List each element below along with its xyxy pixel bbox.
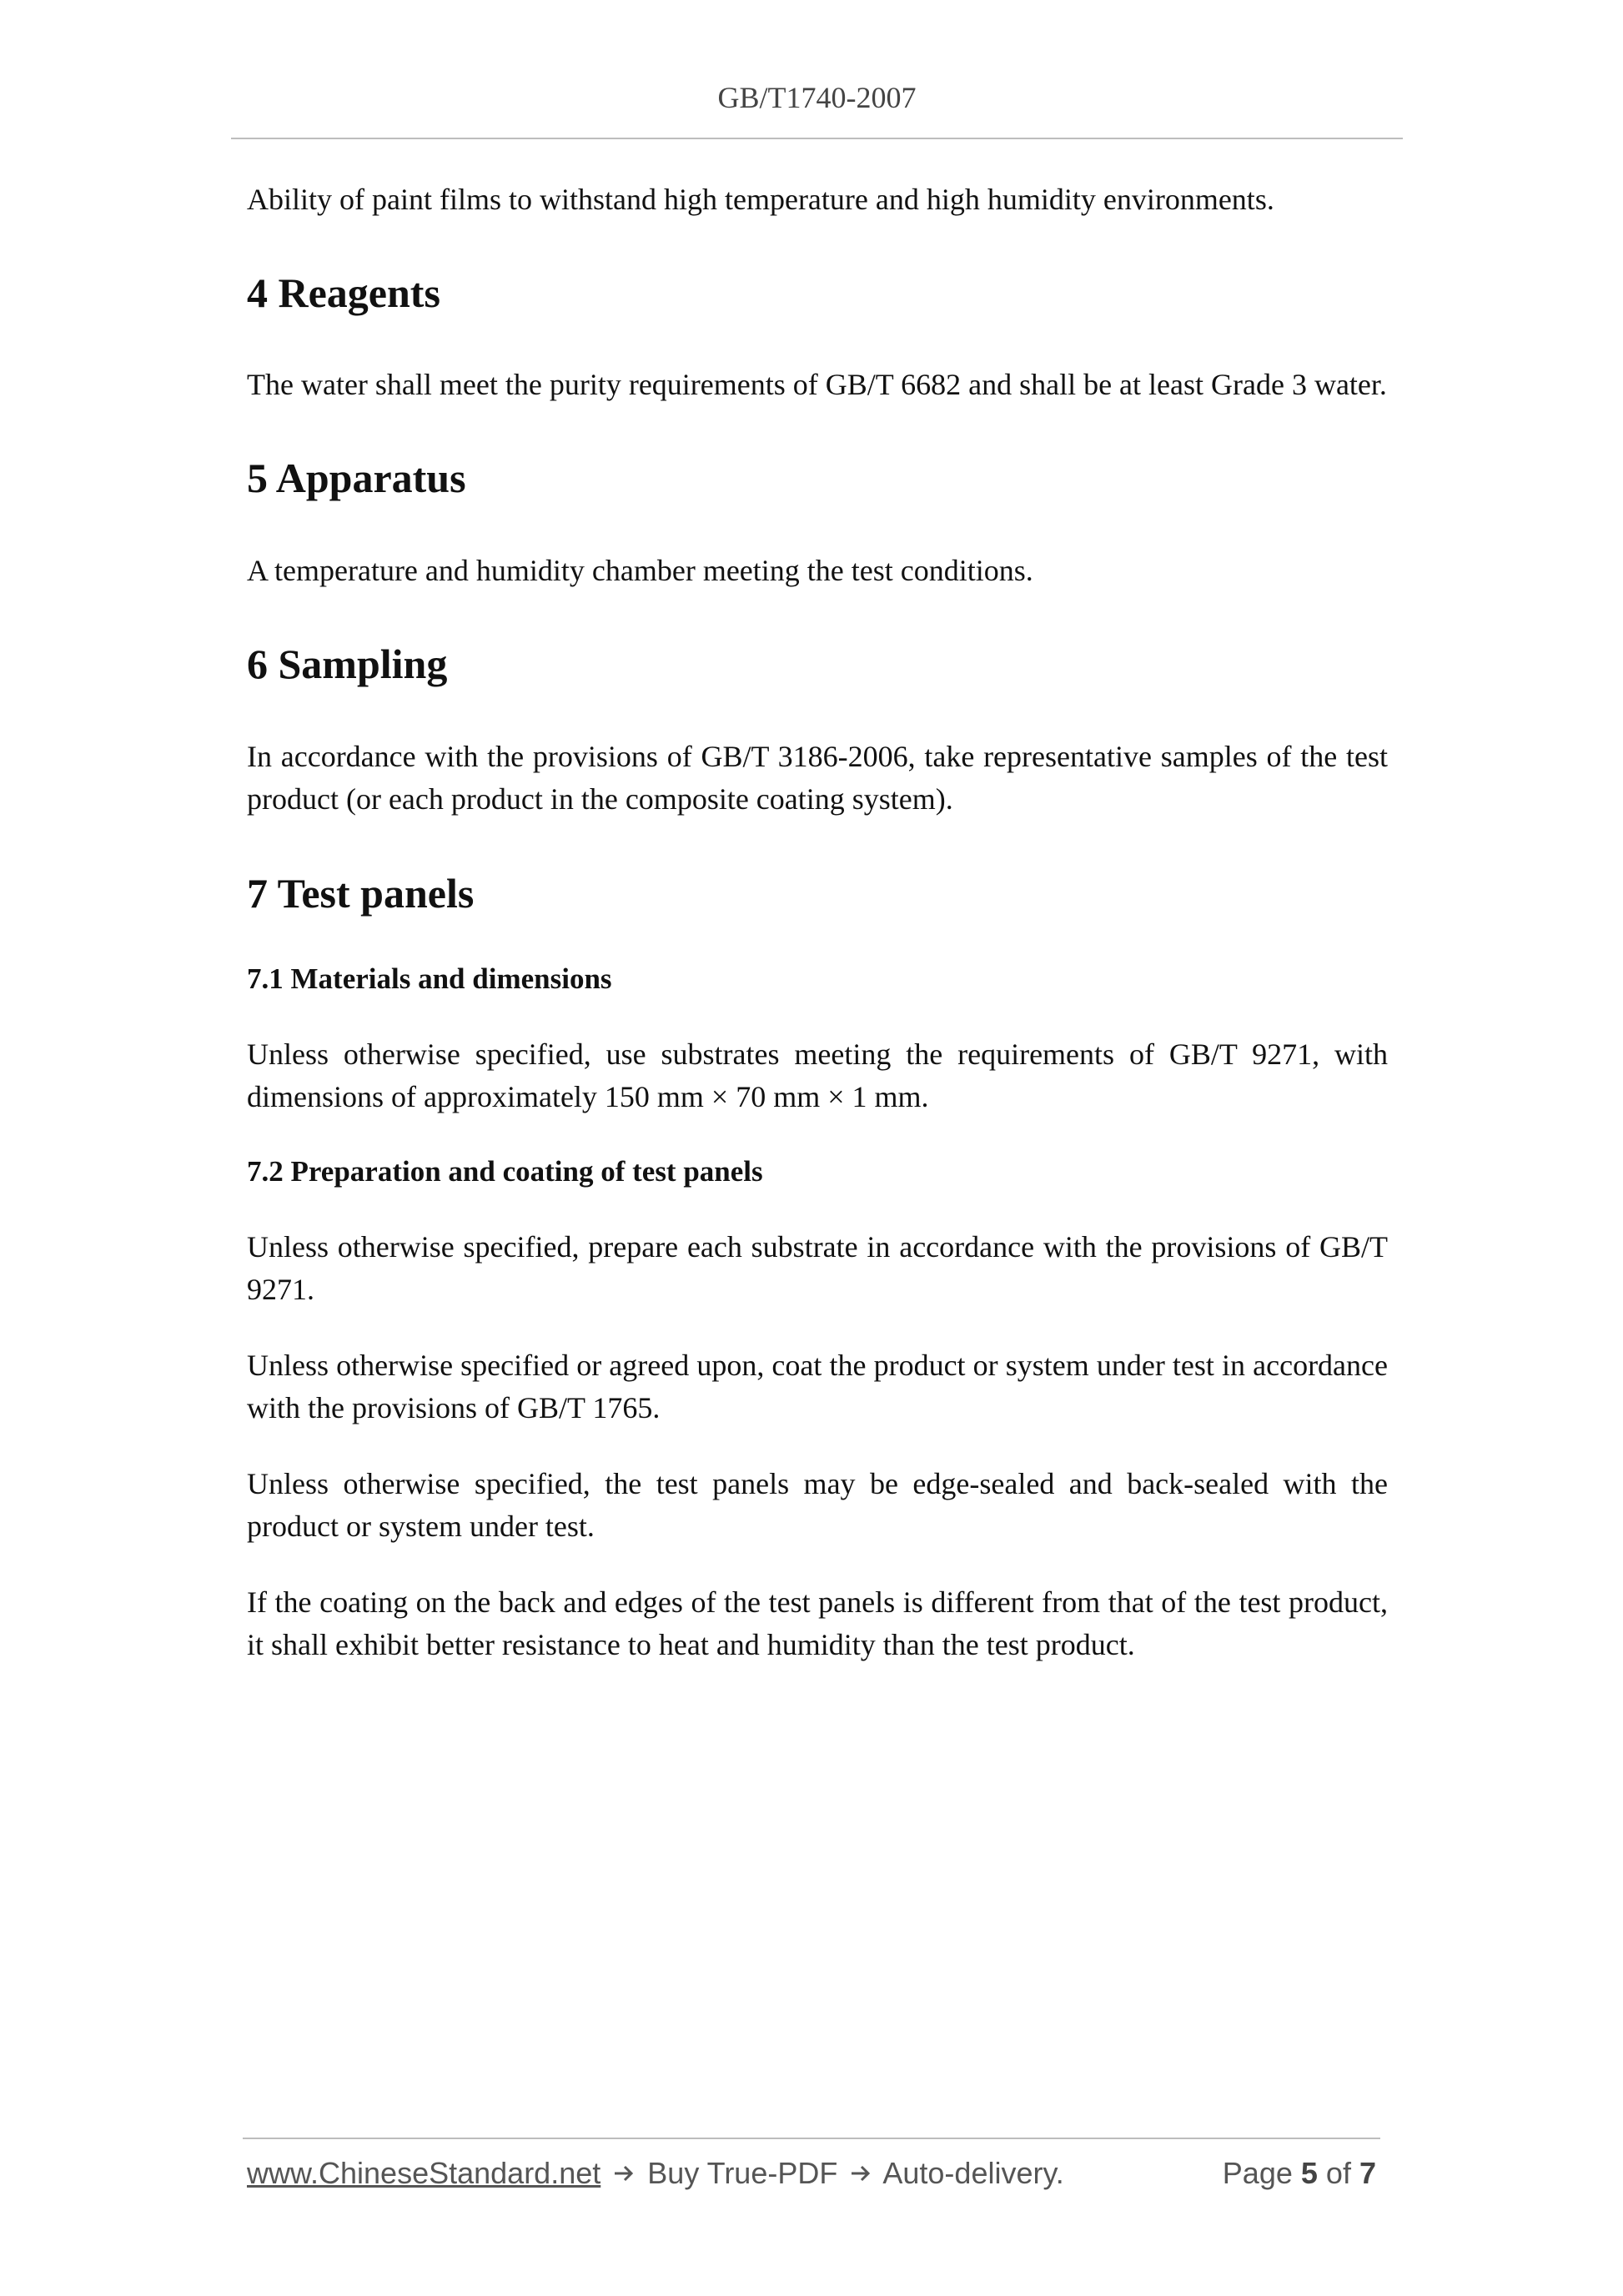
section-4-paragraph: The water shall meet the purity requirements of GB/T 6682 and shall be at least Grade 3 water.	[247, 368, 1387, 401]
delivery-text: Auto-delivery.	[882, 2156, 1064, 2190]
section-7-2-paragraph-1: Unless otherwise specified, prepare each substrate in accordance with the provisions of GB/T 9271.	[247, 1230, 1388, 1306]
footer-promo	[247, 2156, 1064, 2193]
section-7-2-paragraph-2: Unless otherwise specified or agreed upon, coat the product or system under test in accordance with the provisions of GB/T 1765.	[247, 1349, 1388, 1424]
arrow-right-icon	[612, 2158, 636, 2193]
section-7-2-paragraph-3: Unless otherwise specified, the test panels may be edge-sealed and back-sealed with the product or system under test.	[247, 1467, 1388, 1543]
page-number	[1223, 2156, 1376, 2191]
section-7-1-paragraph: Unless otherwise specified, use substrates meeting the requirements of GB/T 9271, with dimensions of approximately 150 mm × 70 mm × 1 mm.	[247, 1037, 1388, 1113]
section-5-paragraph: A temperature and humidity chamber meeting the test conditions.	[247, 554, 1033, 587]
section-7-heading: 7 Test panels	[247, 870, 475, 917]
page-of: of	[1325, 2156, 1351, 2190]
header-doc-id: GB/T1740-2007	[717, 81, 917, 114]
page-label: Page	[1222, 2156, 1293, 2190]
intro-paragraph: Ability of paint films to withstand high temperature and high humidity environments.	[247, 183, 1274, 216]
arrow-right-icon	[849, 2158, 872, 2193]
section-7-2-heading: 7.2 Preparation and coating of test panels	[247, 1155, 763, 1188]
section-6-heading: 6 Sampling	[247, 641, 448, 687]
page-total: 7	[1359, 2156, 1376, 2190]
page-footer	[247, 2156, 1381, 2199]
section-5-heading: 5 Apparatus	[247, 455, 466, 501]
header-divider	[231, 138, 1403, 139]
document-body	[247, 167, 1388, 1666]
section-7-1-heading: 7.1 Materials and dimensions	[247, 962, 612, 995]
site-link[interactable]: www.ChineseStandard.net	[247, 2156, 601, 2190]
section-6-paragraph: In accordance with the provisions of GB/T 3186-2006, take representative samples of the test product (or each product in the composite coating system).	[247, 740, 1388, 816]
footer-divider	[243, 2138, 1380, 2139]
section-4-heading: 4 Reagents	[247, 269, 440, 316]
buy-text: Buy True-PDF	[647, 2156, 838, 2190]
section-7-2-paragraph-4: If the coating on the back and edges of the test panels is different from that of the test product, it shall exhibit better resistance to heat and humidity than the test product.	[247, 1585, 1388, 1661]
page-current: 5	[1300, 2156, 1318, 2190]
